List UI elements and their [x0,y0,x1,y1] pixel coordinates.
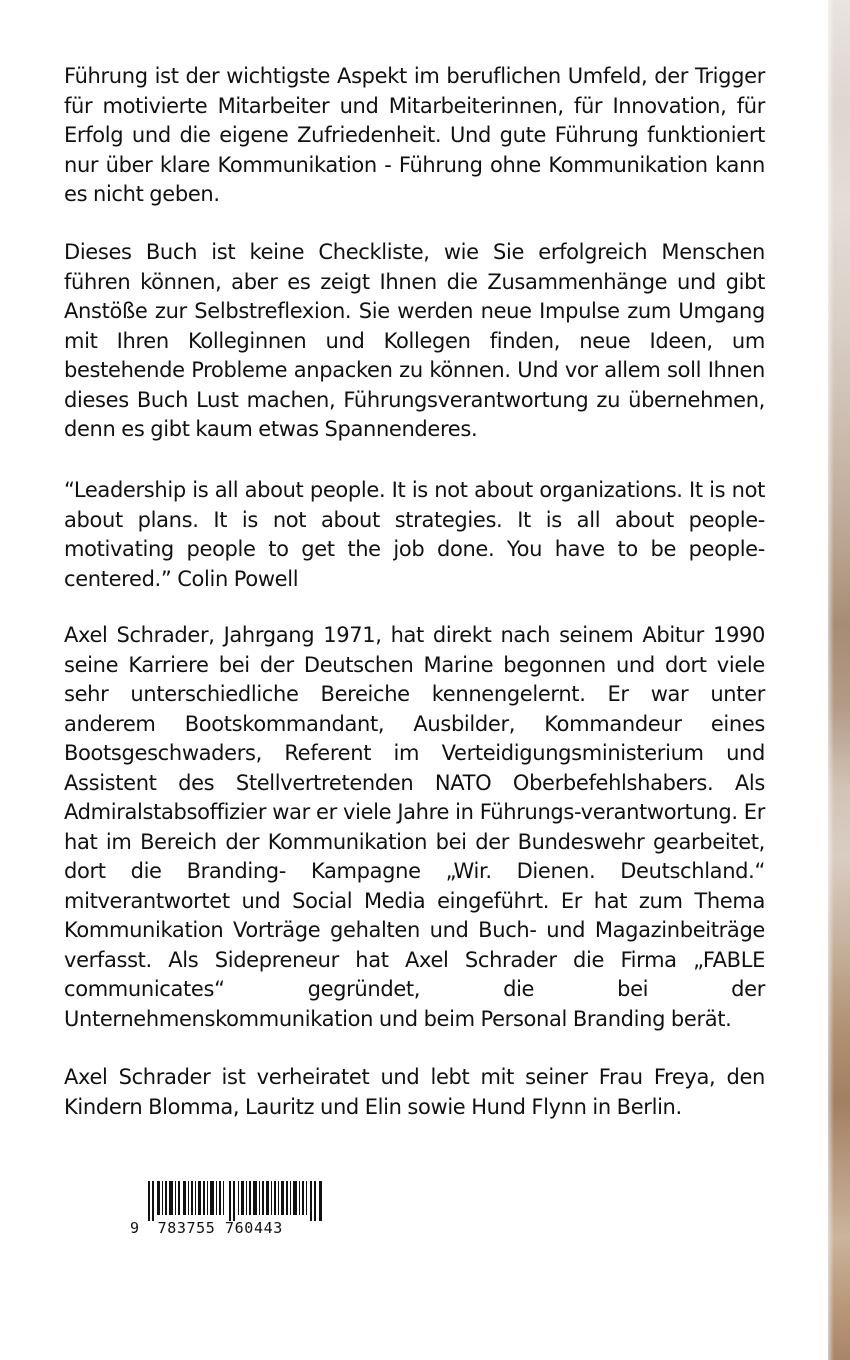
cover-edge-strip [828,0,850,1360]
description-paragraph: Dieses Buch ist keine Checkliste, wie Sie erfolgreich Menschen führen können, aber es zeigt Ihnen die Zusammenhänge und gibt Anstöße zur Selbstreflexion. Sie werden neue Impulse zum Umgang mit Ihren Kolleginnen und Kollegen finden, neue Ideen, um bestehende Probleme anpacken zu können. Und vor allem soll Ihnen dieses Buch Lust machen, Führungsverantwortung zu übernehmen, denn es gibt kaum etwas Spannenderes. [64,240,765,441]
intro-paragraph: Führung ist der wichtigste Aspekt im beruflichen Umfeld, der Trigger für motivierte Mitarbeiter und Mitarbeiterinnen, für Innovation, für Erfolg und die eigene Zufriedenheit. Und gute Führung funktioniert nur über klare Kommunikation - Führung ohne Kommunikation kann es nicht geben. [64,64,765,206]
author-family-paragraph: Axel Schrader ist verheiratet und lebt mit seiner Frau Freya, den Kindern Blomma, Lauritz und Elin sowie Hund Flynn in Berlin. [64,1065,765,1119]
barcode-digits: 783755 760443 [148,1219,283,1237]
barcode-bars [148,1181,323,1221]
isbn-barcode [130,1181,323,1239]
barcode-first-digit: 9 [130,1219,140,1237]
quote-paragraph: “Leadership is all about people. It is not about organizations. It is not about plans. It is not about strategies. It is all about people-motivating people to get the job done. You have to be people-centered.” Colin Powell [64,478,765,591]
author-bio-paragraph: Axel Schrader, Jahrgang 1971, hat direkt nach seinem Abitur 1990 seine Karriere bei der Deutschen Marine begonnen und dort viele sehr unterschiedliche Bereiche kennengelernt. Er war unter anderem Bootskommandant, Ausbilder, Kommandeur eines Bootsgeschwaders, Referent im Verteidigungsministerium und Assistent des Stellvertretenden NATO Oberbefehlshabers. Als Admiralstabsoffizier war er viele Jahre in Führungs-verantwortung. Er hat im Bereich der Kommunikation bei der Bundeswehr gearbeitet, dort die Branding- Kampagne „Wir. Dienen. Deutschland.“ mitverantwortet und Social Media eingeführt. Er hat zum Thema Kommunikation Vorträge gehalten und Buch- und Magazinbeiträge verfasst. Als Sidepreneur hat Axel Schrader die Firma „FABLE communicates“ gegründet, die bei der Unternehmenskommunikation und beim Personal Branding berät. [64,623,765,1031]
